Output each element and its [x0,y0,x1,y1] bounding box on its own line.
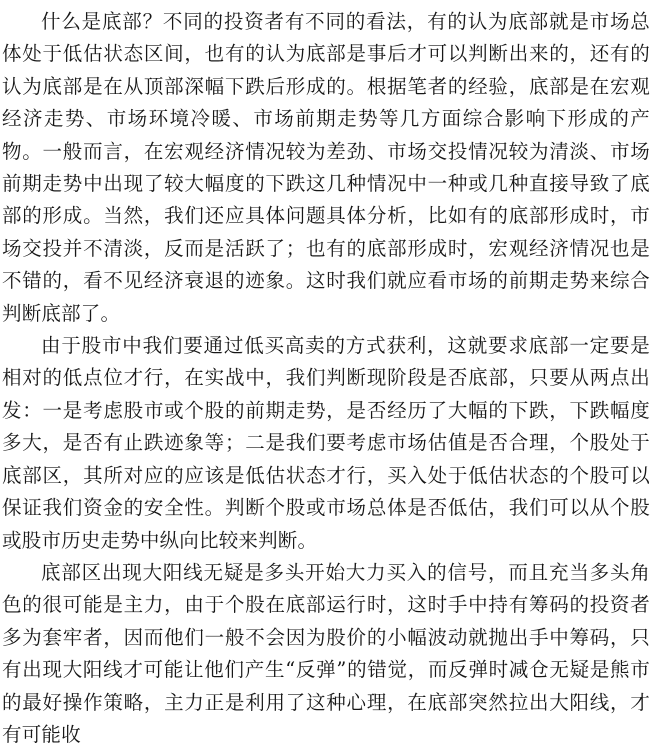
paragraph-what-is-bottom: 什么是底部？不同的投资者有不同的看法，有的认为底部就是市场总体处于低估状态区间，也有的认为底部是事后才可以判断出来的，还有的认为底部是在从顶部深幅下跌后形成的。根据笔者的经验，底部是在宏观经济走势、市场环境冷暖、市场前期走势等几方面综合影响下形成的产物。一般而言，在宏观经济情况较为差劲、市场交投情况较为清淡、市场前期走势中出现了较大幅度的下跌这几种情况中一种或几种直接导致了底部的形成。当然，我们还应具体问题具体分析，比如有的底部形成时，市场交投并不清淡，反而是活跃了；也有的底部形成时，宏观经济情况也是不错的，看不见经济衰退的迹象。这时我们就应看市场的前期走势来综合判断底部了。 [2,10,650,325]
paragraph-low-point-judgement: 由于股市中我们要通过低买高卖的方式获利，这就要求底部一定要是相对的低点位才行，在实战中，我们判断现阶段是否底部，只要从两点出发：一是考虑股市或个股的前期走势，是否经历了大幅的下跌，下跌幅度多大，是否有止跌迹象等；二是我们要考虑市场估值是否合理，个股处于底部区，其所对应的应该是低估状态才行，买入处于低估状态的个股可以保证我们资金的安全性。判断个股或市场总体是否低估，我们可以从个股或股市历史走势中纵向比较来判断。 [2,334,650,552]
paragraph-big-yang-line-signal: 底部区出现大阳线无疑是多头开始大力买入的信号，而且充当多头角色的很可能是主力，由于个股在底部运行时，这时手中持有筹码的投资者多为套牢者，因而他们一般不会因为股价的小幅波动就抛出手中筹码，只有出现大阳线才可能让他们产生“反弹”的错觉，而反弹时减仓无疑是熊市的最好操作策略，主力正是利用了这种心理，在底部突然拉出大阳线，才有可能收 [2,560,650,746]
